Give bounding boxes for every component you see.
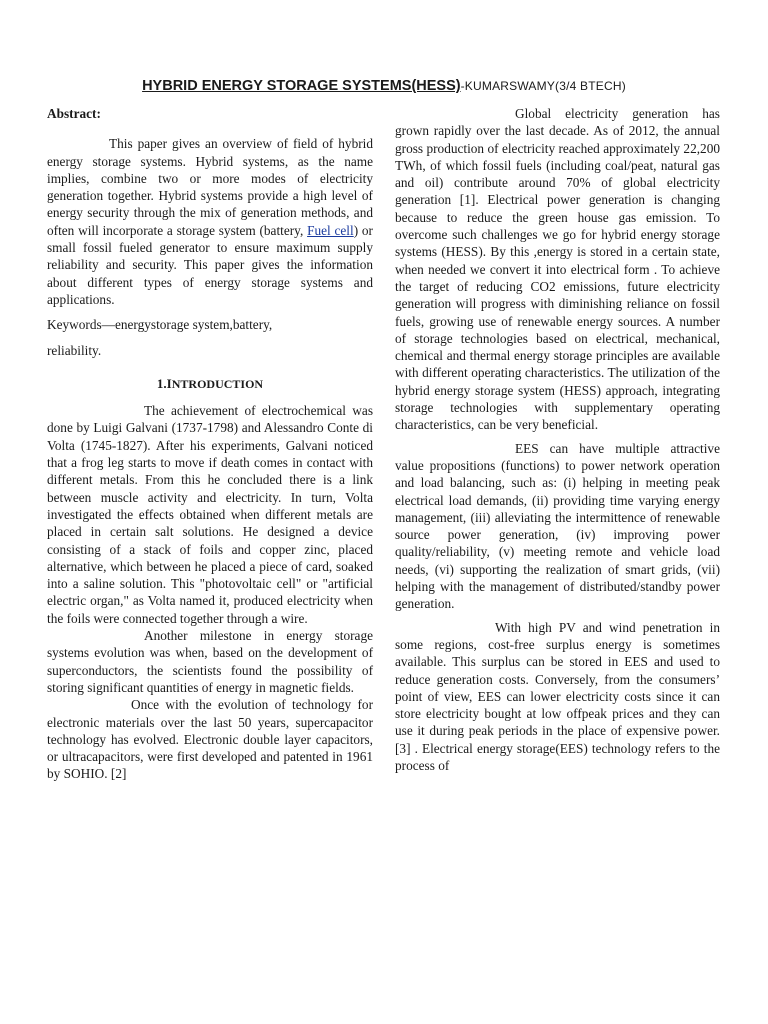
intro-paragraph-1: The achievement of electrochemical was done by Luigi Galvani (1737-1798) and Alessandro Conte di Volta (1745-1827). After his experiments, Galvani noticed that a frog leg starts to move if death comes in contact with different metals. From this he concluded there is a link between muscle activity and electricity. In turn, Volta investigated the effects obtained when different metals are placed in certain salt solutions. He designed a device consisting of a stack of foils and copper zinc, placed alternative, which between he placed a piece of card, soaked into a saline solution. This "photovoltaic cell" or "artificial electric organ," as Volta named it, produced electricity when the foils were connected together through a wire. bbox=[47, 403, 373, 626]
intro-paragraph-3: Once with the evolution of technology for electronic materials over the last 50 years, supercapacitor technology has evolved. Electronic double layer capacitors, or ultracapacitors, were first developed and patented in 1961 by SOHIO. [2] bbox=[47, 697, 373, 782]
right-paragraph-3: With high PV and wind penetration in some regions, cost-free surplus energy is sometimes available. This surplus can be stored in EES and used to reduce generation costs. Conversely, from the consumers’ point of view, EES can lower electricity costs since it can store electricity bought at low offpeak prices and they can use it during peak periods in the place of expensive power.[3] . Electrical energy storage(EES) technology refers to the process of bbox=[395, 619, 720, 773]
section-title-rest: NTRODUCTION bbox=[171, 376, 264, 391]
title-text: HYBRID ENERGY STORAGE SYSTEMS(HESS) bbox=[142, 78, 461, 94]
section-number: 1. bbox=[156, 375, 167, 391]
fuel-cell-link[interactable]: Fuel cell bbox=[307, 222, 354, 238]
abstract-paragraph bbox=[47, 135, 373, 308]
right-column bbox=[395, 105, 720, 774]
section-heading-introduction bbox=[47, 375, 373, 393]
right-paragraph-1: Global electricity generation has grown rapidly over the last decade. As of 2012, the annual gross production of electricity reached approximately 22,200 TWh, of which fossil fuels (including coal/peat, natural gas and oil) contribute around 70% of global electricity generation [1]. Electrical power generation is changing because to reduce the green house gas emission. To overcome such challenges we go for hybrid energy storage systems (HESS). By this ,energy is stored in a certain state, when needed we convert it into electrical form . To achieve the target of reducing CO2 emissions, future electricity generation will progress with diminishing reliance on fossil fuels, growing use of renewable energy sources. A number of storage technologies based on electrical, mechanical, chemical and thermal energy storage principles are available with different operating characteristics. The utilization of the hybrid energy storage system (HESS) approach, integrating storage technologies with supplementary operating characteristics, can be very beneficial. bbox=[395, 106, 720, 433]
keywords: Keywords—energystorage system,battery, bbox=[47, 317, 273, 333]
keywords-continued: reliability. bbox=[47, 342, 102, 358]
abstract-text-end: ) or small fossil fueled generator to ensure maximum supply reliability and security. This paper gives the information about different types of energy storage systems and applications. bbox=[47, 222, 373, 307]
abstract-heading: Abstract: bbox=[47, 106, 101, 121]
intro-paragraph-2: Another milestone in energy storage systems evolution was when, based on the development of superconductors, the scientists found the possibility of storing significant quantities of energy in magnetic fields. bbox=[47, 628, 373, 695]
author-text: -KUMARSWAMY(3/4 BTECH) bbox=[460, 79, 626, 93]
section-initial: I bbox=[166, 375, 172, 391]
paper-title bbox=[0, 78, 768, 94]
right-paragraph-2: EES can have multiple attractive value propositions (functions) to power network operation and load balancing, such as: (i) helping in meeting peak electrical load demands, (ii) providing time varying energy management, (iii) alleviating the intermittence of renewable source power generation, (iv) improving power quality/reliability, (v) meeting remote and vehicle load needs, (vi) supporting the realization of smart grids, (vii) helping with the management of distributed/standby power generation. bbox=[395, 440, 720, 612]
left-column bbox=[47, 105, 373, 783]
abstract-text-start: This paper gives an overview of field of hybrid energy storage systems. Hybrid systems, as the name implies, combine two or more modes of electricity generation together. Hybrid systems provide a high level of energy security through the mix of generation methods, and often will incorporate a storage system (battery, bbox=[47, 136, 373, 238]
